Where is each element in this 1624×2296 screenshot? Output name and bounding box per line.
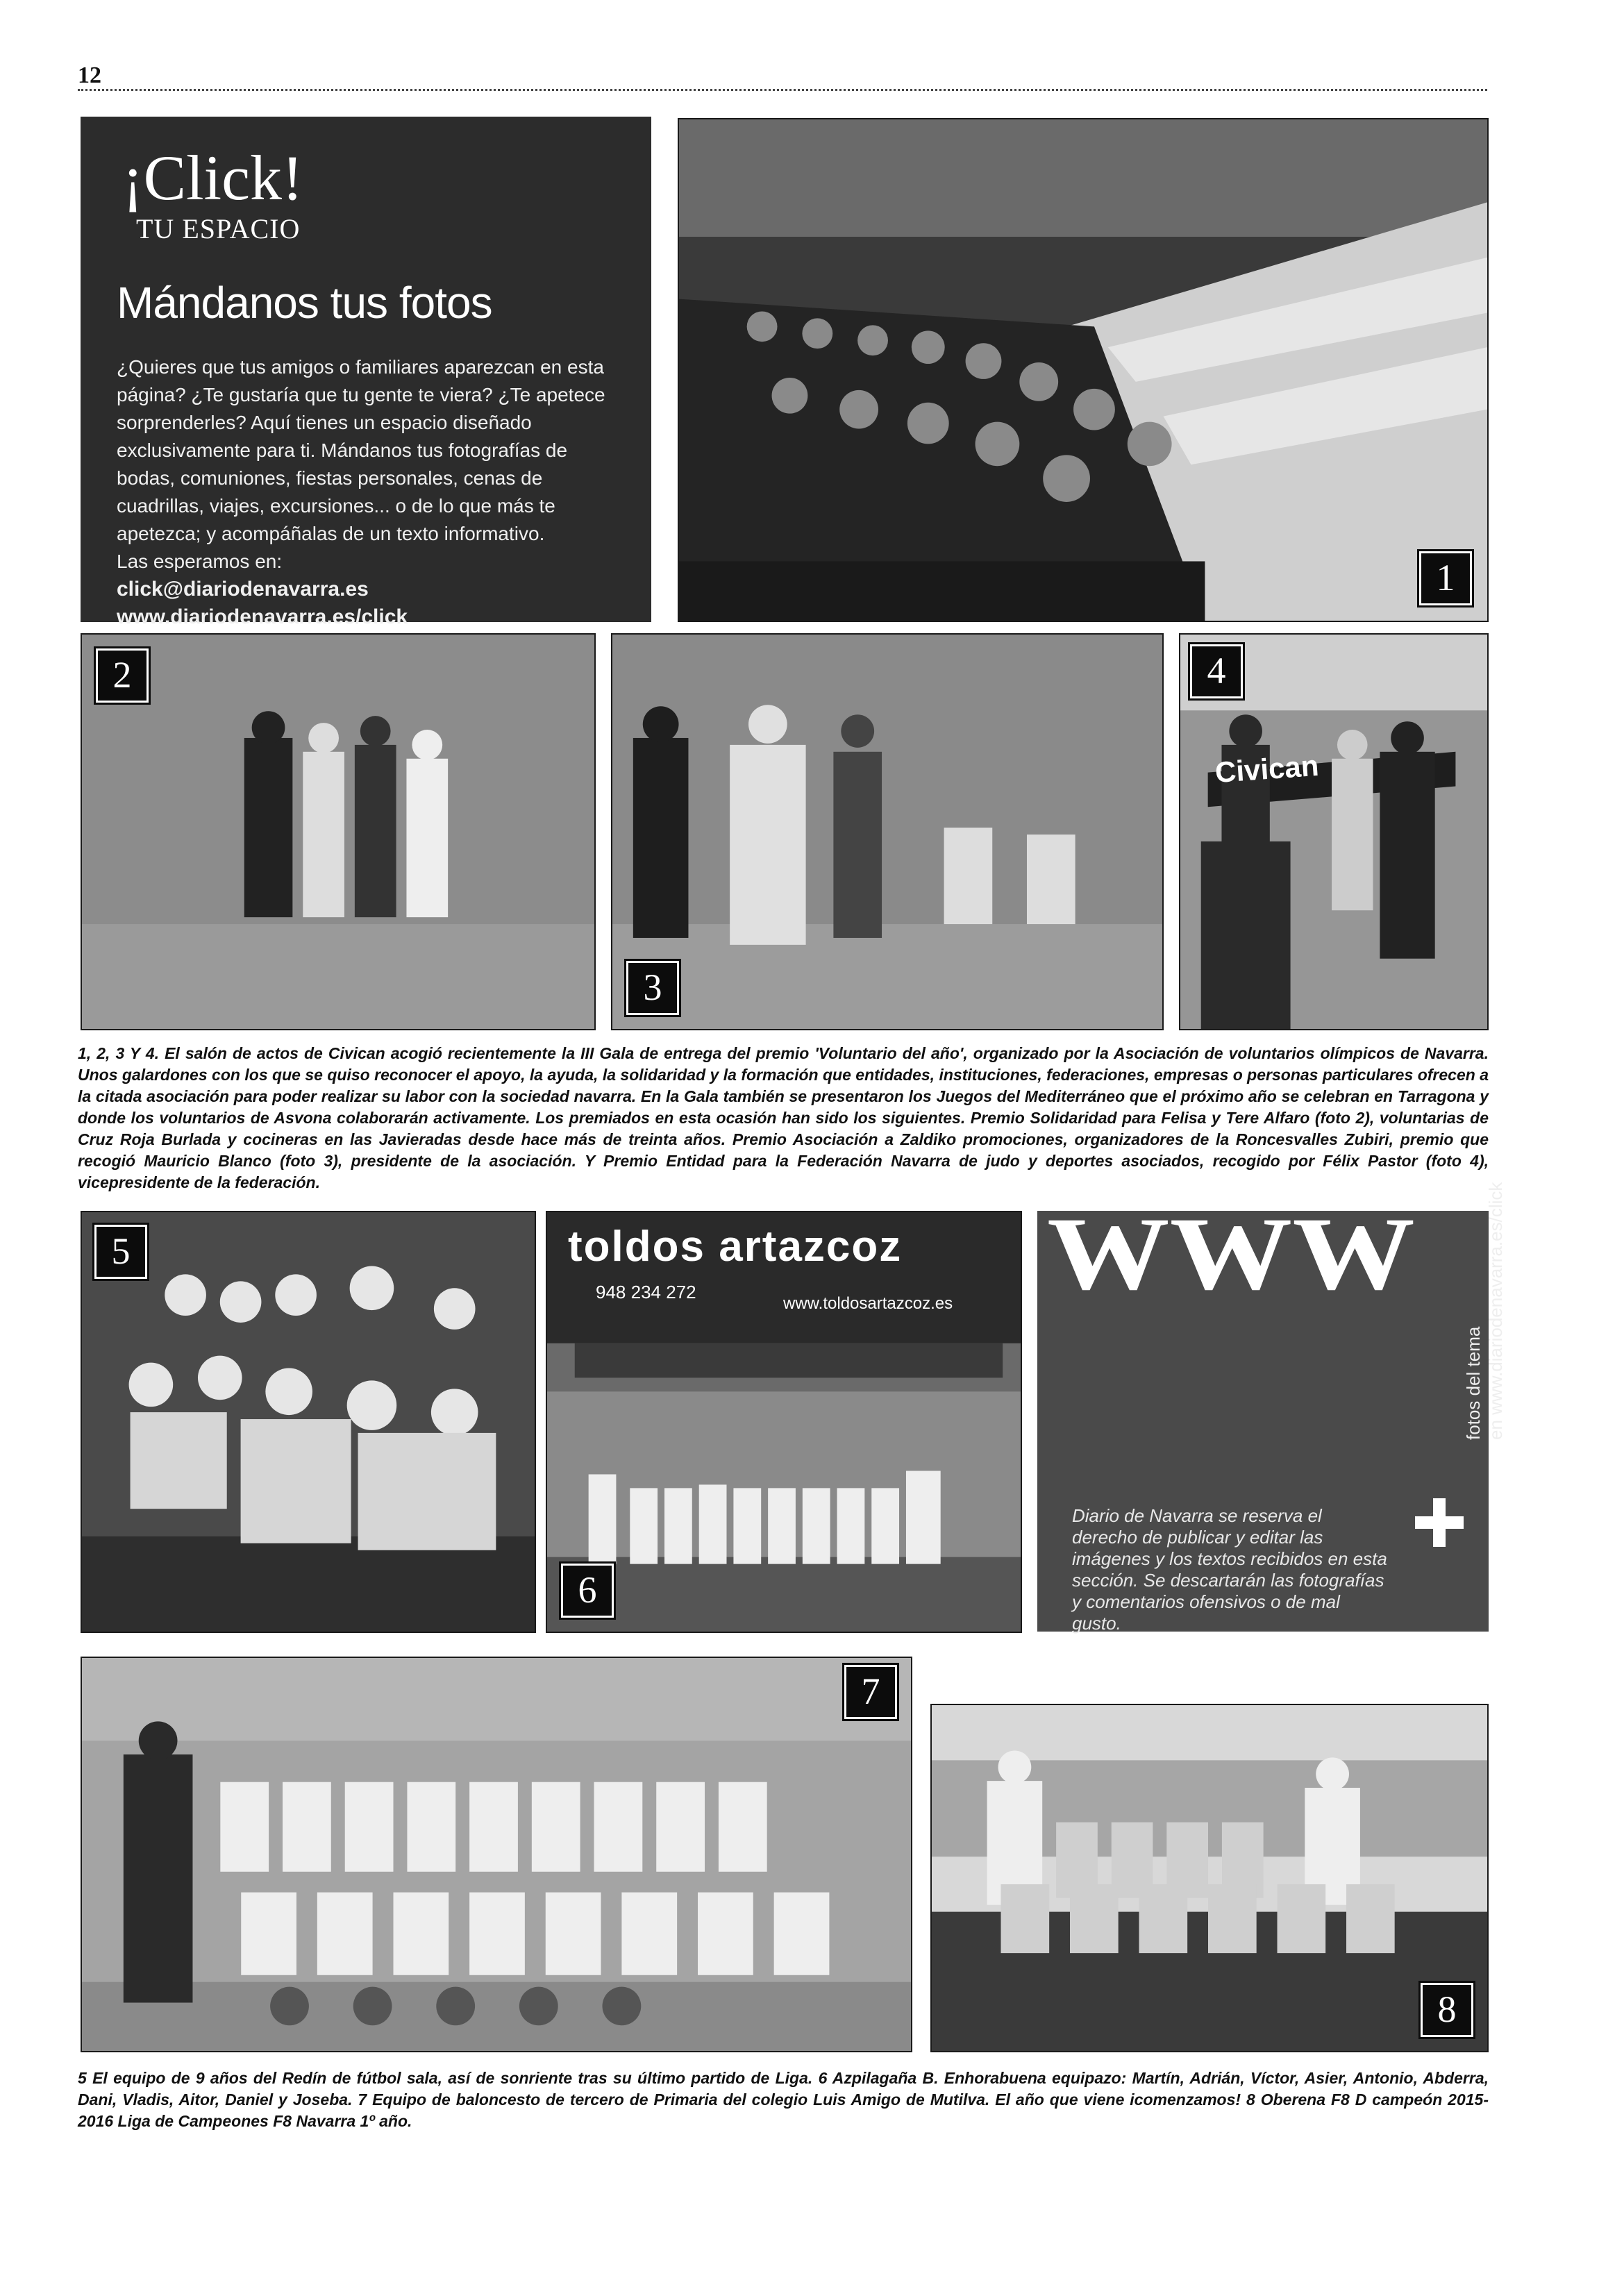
shop-sign-url: www.toldosartazcoz.es [783,1294,953,1313]
photo-5-futsal-team [81,1211,536,1633]
page-number: 12 [78,62,101,88]
photo-2-award [81,633,596,1030]
www-vertical-line-2[interactable]: en www.diariodenavarra.es/click [1485,1182,1506,1440]
click-panel [81,117,651,628]
futsal-team-scene [82,1212,535,1632]
photo-8-football-team [930,1704,1489,2052]
photo-number-1: 1 [1419,551,1472,605]
www-notice-text: Diario de Navarra se reserva el derecho de publicar y editar las imágenes y los textos recibidos en esta sección. Se descartarán las fotografías y comentarios ofensivos o de mal gusto. [1072,1505,1387,1634]
stage-banner-text: Civican [1214,748,1320,789]
auditorium-scene [679,119,1487,621]
photo-number-2: 2 [96,648,149,703]
football-team-scene [932,1705,1487,2051]
shop-sign-phone: 948 234 272 [596,1282,696,1302]
click-title: ¡Click! [122,142,303,213]
photo-1-auditorium [678,118,1489,622]
shop-sign-name: toldos artazcoz [568,1223,903,1271]
basketball-team-scene [82,1658,911,2051]
award-stage-scene-3 [612,635,1162,1029]
header-rule [78,89,1487,91]
click-body-text: ¿Quieres que tus amigos o familiares aparezcan en esta página? ¿Te gustaría que tu gente te viera? ¿Te apetece sorprenderles? Aquí tienes un espacio diseñado exclusivamente para ti. Mándanos tus fotografías de bodas, comuniones, fiestas personales, cenas de cuadrillas, viajes, excursiones... o de lo que más te apetezca; y acompáñalas de un texto informativo. [117,356,605,544]
www-vertical-line-1: fotos del tema [1463,1326,1484,1440]
click-heading: Mándanos tus fotos [117,278,492,328]
photo-4-award [1179,633,1489,1030]
photo-7-basketball-team [81,1657,912,2052]
click-website-link[interactable]: www.diariodenavarra.es/click [117,605,408,628]
photo-3-award [611,633,1164,1030]
photo-number-4: 4 [1190,644,1243,698]
photo-number-8: 8 [1421,1983,1473,2037]
photo-number-6: 6 [561,1564,614,1618]
caption-gala: 1, 2, 3 Y 4. El salón de actos de Civican acogió recientemente la III Gala de entrega del premio 'Voluntario del año', organizado por la Asociación de voluntarios olímpicos de Navarra. Unos galardones con los que se quiso reconocer el apoyo, la ayuda, la solidaridad y la formación que entidades, instituciones, federaciones, empresas o personas particulares ofrecen a la citada asociación para poder realizar su labor con la sociedad navarra. En la Gala también se presentaron los Juegos del Mediterráneo que el próximo año se celebran en Tarragona y donde los voluntarios de Asvona colaborarán activamente. Los premiados en esta ocasión han sido los siguientes. Premio Solidaridad para Felisa y Tere Alfaro (foto 2), voluntarias de Cruz Roja Burlada y cocineras en las Javieradas desde hace más de treinta años. Premio Asociación a Zaldiko promociones, organizadores de la Roncesvalles Zubiri, premio que recogió Mauricio Blanco (foto 3), presidente de la asociación. Y Premio Entidad para la Federación Navarra de judo y deportes asociados, recogido por Félix Pastor (foto 4), vicepresidente de la federación. [78,1044,1489,1191]
award-stage-scene-2 [82,635,594,1029]
caption-teams: 5 El equipo de 9 años del Redín de fútbol sala, así de sonriente tras su último partido de Liga. 6 Azpilagaña B. Enhorabuena equipazo: Martín, Adrián, Víctor, Asier, Antonio, Abderra, Dani, Vladis, Aitor, Daniel y Joseba. 7 Equipo de baloncesto de tercero de Primaria del colegio Luis Amigo de Mutilva. El año que viene icomenzamos! 8 Oberena F8 D campeón 2015-2016 Liga de Campeones F8 Navarra 1º año. [78,2069,1489,2130]
photo-number-5: 5 [94,1225,147,1279]
photo-number-3: 3 [626,961,679,1015]
photo-number-7: 7 [844,1665,897,1719]
click-body [117,353,617,631]
plus-icon [1412,1495,1466,1550]
click-email-link[interactable]: click@diariodenavarra.es [117,578,369,601]
www-vertical-text [1462,1182,1507,1440]
click-closing: Las esperamos en: [117,551,283,572]
shop-front-scene [547,1212,1021,1632]
click-subtitle: TU ESPACIO [136,213,301,244]
www-logo [1037,1214,1426,1297]
photo-6-shop-team [546,1211,1022,1633]
www-letters-text: WWW [1047,1214,1415,1297]
www-panel [1037,1182,1506,1634]
